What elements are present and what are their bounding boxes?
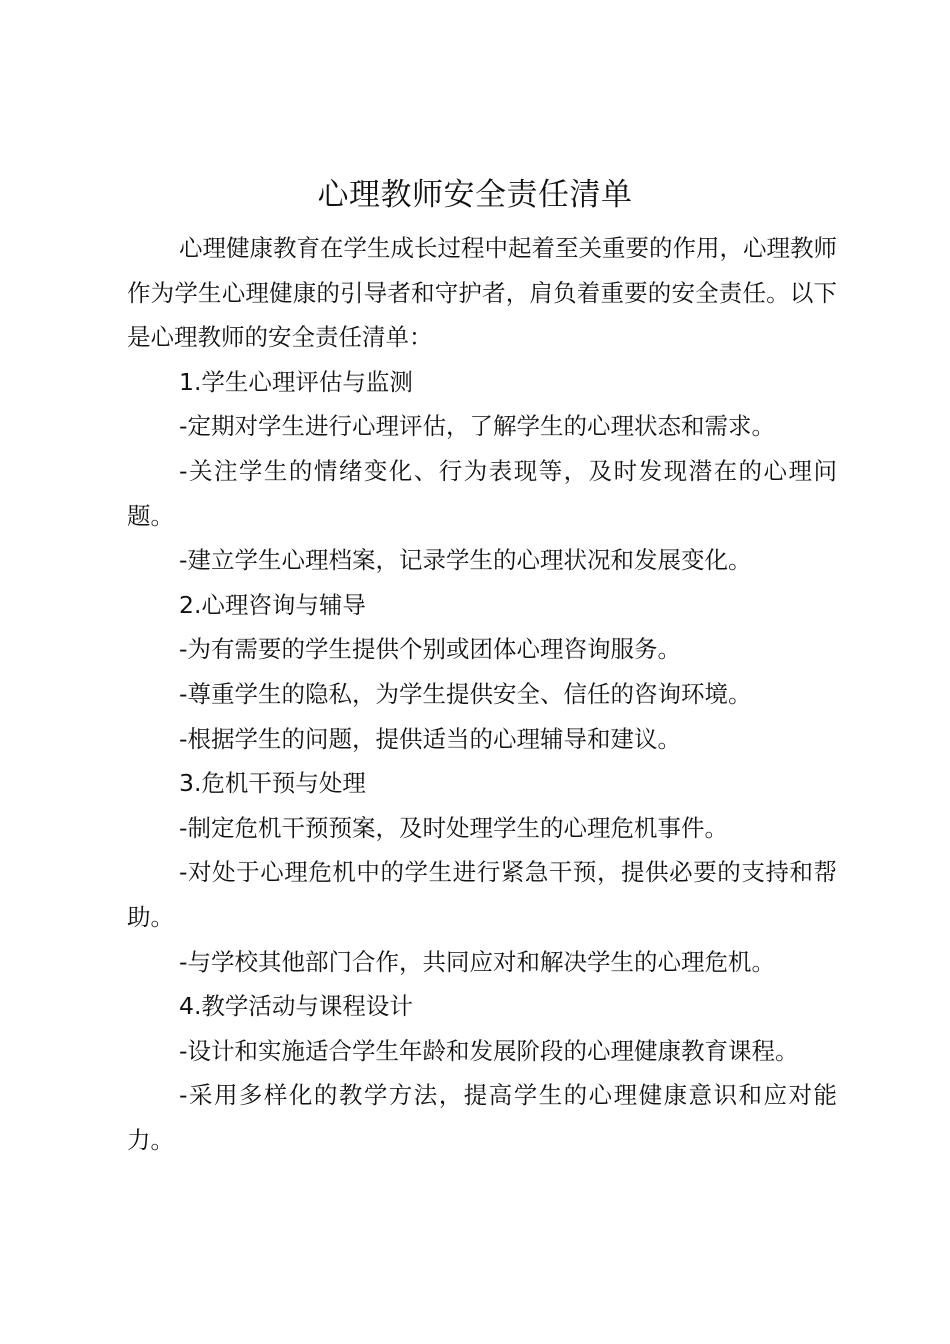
list-item: -与学校其他部门合作，共同应对和解决学生的心理危机。 [179, 947, 775, 976]
list-item: -设计和实施适合学生年龄和发展阶段的心理健康教育课程。 [179, 1036, 799, 1065]
section-heading: 4.教学活动与课程设计 [179, 992, 413, 1021]
section-heading: 3.危机干预与处理 [179, 769, 366, 798]
list-item: -根据学生的问题，提供适当的心理辅导和建议。 [179, 724, 681, 753]
intro-paragraph: 心理健康教育在学生成长过程中起着至关重要的作用，心理教师作为学生心理健康的引导者和守护者，肩负着重要的安全责任。以下是心理教师的安全责任清单： [127, 234, 837, 352]
document-title: 心理教师安全责任清单 [317, 177, 633, 213]
list-item: -定期对学生进行心理评估，了解学生的心理状态和需求。 [179, 412, 775, 441]
list-item: -为有需要的学生提供个别或团体心理咨询服务。 [179, 635, 681, 664]
list-item: -尊重学生的隐私，为学生提供安全、信任的咨询环境。 [179, 679, 752, 708]
section-heading: 2.心理咨询与辅导 [179, 590, 366, 619]
list-item: -制定危机干预预案，及时处理学生的心理危机事件。 [179, 813, 728, 842]
document-body [127, 226, 837, 1162]
list-item: -采用多样化的教学方法，提高学生的心理健康意识和应对能力。 [127, 1081, 837, 1154]
list-item: -建立学生心理档案，记录学生的心理状况和发展变化。 [179, 546, 752, 575]
list-item: -关注学生的情绪变化、行为表现等，及时发现潜在的心理问题。 [127, 456, 837, 530]
list-item: -对处于心理危机中的学生进行紧急干预，提供必要的支持和帮助。 [127, 858, 837, 931]
section-heading: 1.学生心理评估与监测 [179, 367, 413, 396]
